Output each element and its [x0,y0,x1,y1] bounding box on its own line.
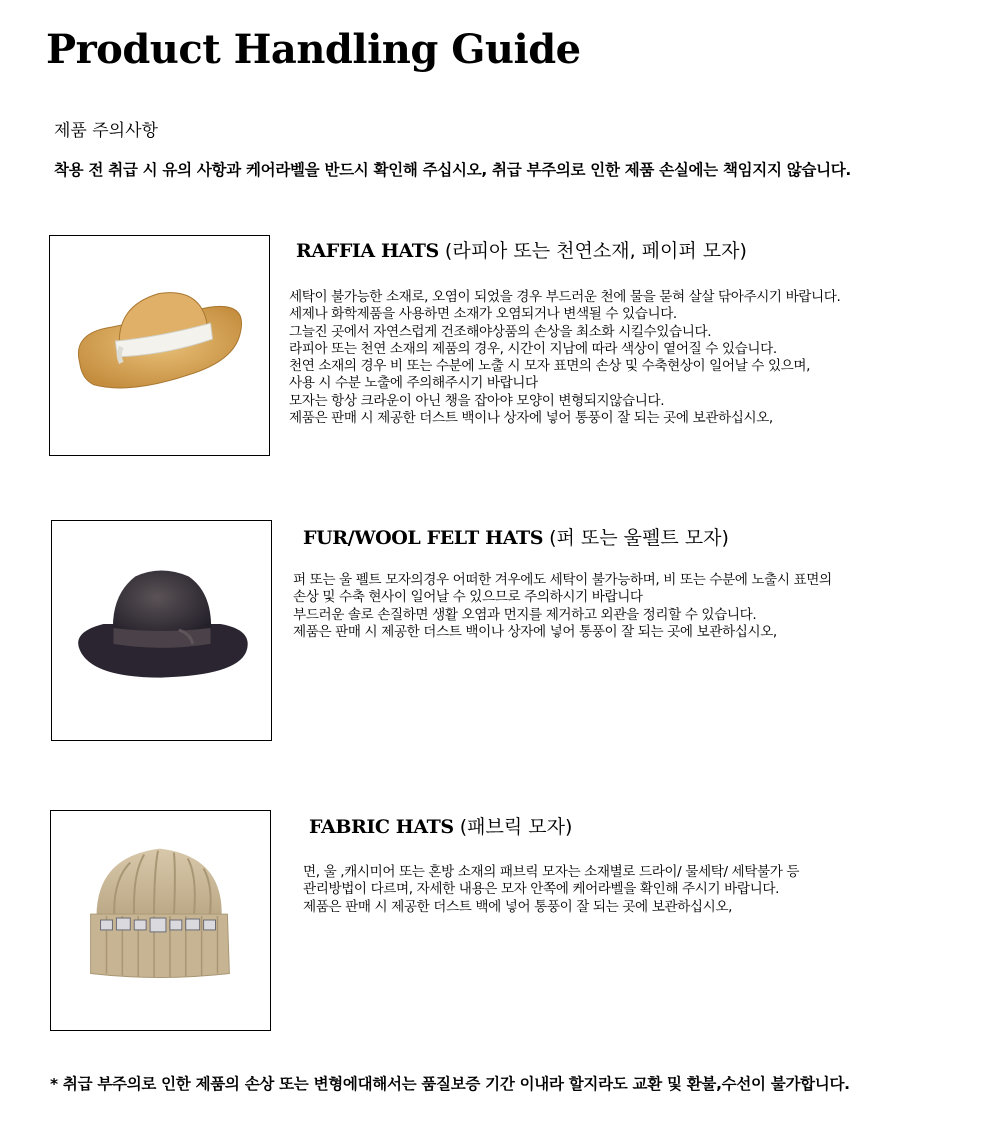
body-line: 관리방법이 다르며, 자세한 내용은 모자 안쪽에 케어라벨을 확인해 주시기 바랍니다. [303,881,780,898]
section-title-felt [303,523,729,550]
body-line: 면, 울 ,캐시미어 또는 혼방 소재의 패브릭 모자는 소재별로 드라이/ 물세탁/ 세탁불가 등 [303,864,800,880]
section-body-felt [293,572,832,641]
fedora-hat-icon [52,521,271,740]
fedora-hat-image [51,520,272,741]
body-line: 천연 소재의 경우 비 또는 수분에 노출 시 모자 표면의 손상 및 수축현상이 일어날 수 있으며, [289,358,811,375]
body-line: 제품은 판매 시 제공한 더스트 백에 넣어 통풍이 잘 되는 곳에 보관하십시오, [303,898,732,915]
straw-hat-image [49,235,270,456]
notice-heading: 제품 주의사항 [54,121,158,141]
section-title-en: FUR/WOOL FELT HATS [303,527,544,549]
body-line: 퍼 또는 울 펠트 모자의경우 어떠한 겨우에도 세탁이 불가능하며, 비 또는 수분에 노출시 표면의 [293,572,832,588]
body-line: 제품은 판매 시 제공한 더스트 백이나 상자에 넣어 통풍이 잘 되는 곳에 보관하십시오, [289,410,773,427]
section-title-raffia [296,236,747,263]
section-title-kr: (라피아 또는 천연소재, 페이퍼 모자) [444,240,747,262]
section-title-fabric [309,812,572,839]
body-line: 세탁이 불가능한 소재로, 오염이 되었을 경우 부드러운 천에 물을 묻혀 살살 닦아주시기 바랍니다. [289,289,841,305]
body-line: 세제나 화학제품을 사용하면 소재가 오염되거나 변색될 수 있습니다. [289,306,677,323]
body-line: 라피아 또는 천연 소재의 제품의 경우, 시간이 지남에 따라 색상이 옅어질 수 있습니다. [289,340,777,357]
section-body-fabric [303,864,799,916]
body-line: 그늘진 곳에서 자연스럽게 건조해야상품의 손상을 최소화 시킬수있습니다. [289,323,712,340]
section-body-raffia [289,289,840,427]
section-title-en: FABRIC HATS [309,816,454,838]
knit-beanie-icon [51,811,270,1030]
straw-hat-icon [50,236,269,455]
knit-beanie-image [50,810,271,1031]
page-title: Product Handling Guide [46,26,581,73]
body-line: 제품은 판매 시 제공한 더스트 백이나 상자에 넣어 통풍이 잘 되는 곳에 보관하십시오, [293,623,777,640]
footer-note: * 취급 부주의로 인한 제품의 손상 또는 변형에대해서는 품질보증 기간 이내라 할지라도 교환 및 환불,수선이 불가합니다. [50,1075,850,1093]
body-line: 부드러운 솔로 손질하면 생활 오염과 먼지를 제거하고 외관을 정리할 수 있습니다. [293,606,757,623]
body-line: 손상 및 수축 현사이 일어날 수 있으므로 주의하시기 바랍니다 [293,589,643,606]
body-line: 모자는 항상 크라운이 아닌 챙을 잡아야 모양이 변형되지않습니다. [289,392,665,409]
body-line: 사용 시 수분 노출에 주의해주시기 바랍니다 [289,375,538,392]
section-title-kr: (패브릭 모자) [459,816,573,838]
section-title-kr: (퍼 또는 울펠트 모자) [549,527,729,549]
notice-text: 착용 전 취급 시 유의 사항과 케어라벨을 반드시 확인해 주십시오, 취급 부주의로 인한 제품 손실에는 책임지지 않습니다. [54,161,852,179]
section-title-en: RAFFIA HATS [296,240,439,262]
